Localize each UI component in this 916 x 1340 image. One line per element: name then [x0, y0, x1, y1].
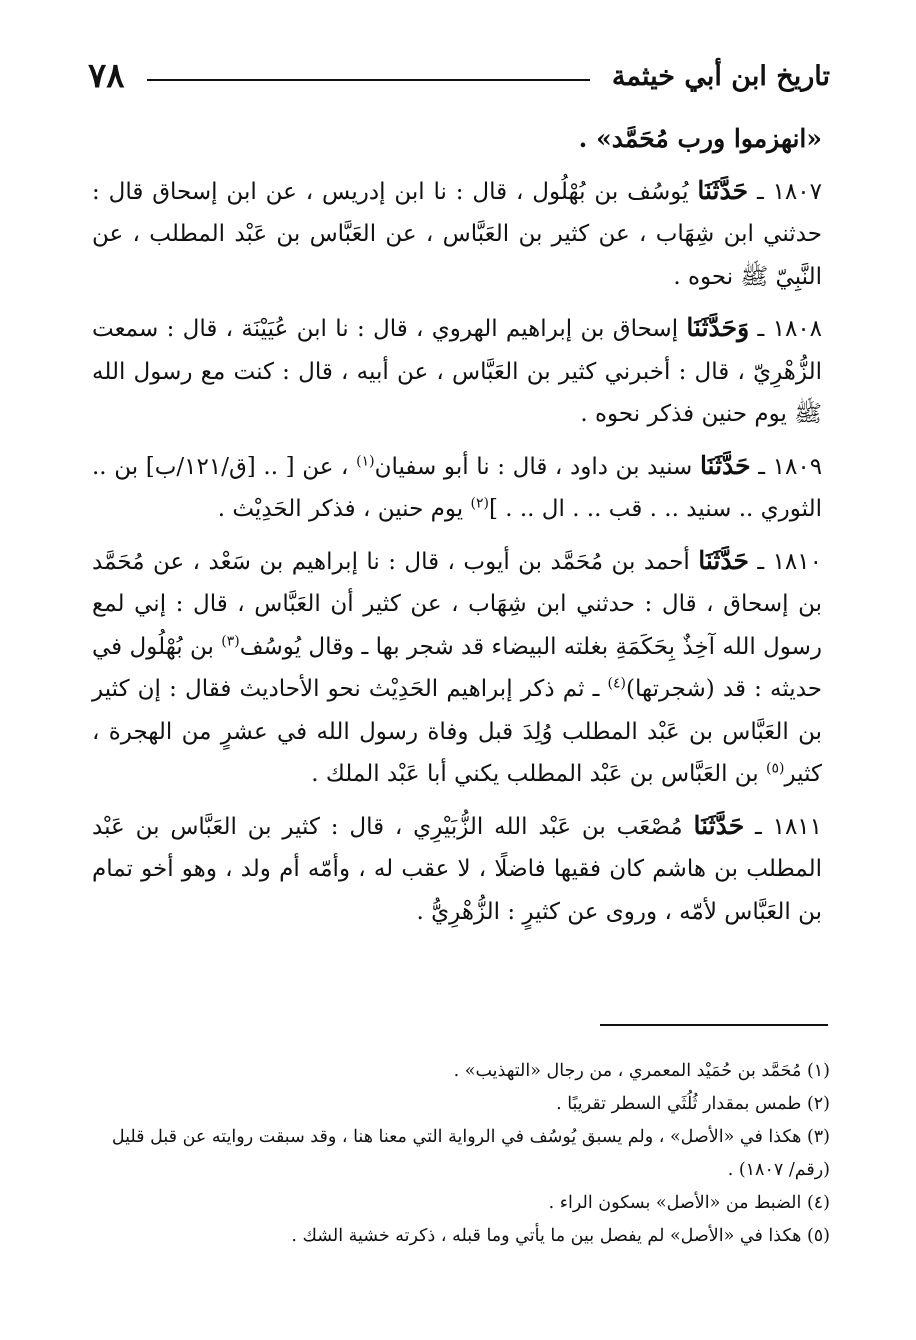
- footnote-text: هكذا في «الأصل» لم يفصل بين ما يأتي وما قبله ، ذكرته خشية الشك .: [291, 1226, 802, 1246]
- hadith-text: مُصْعَب بن عَبْد الله الزُّبَيْرِي ، قال : كثير بن العَبَّاس بن عَبْد المطلب بن هاشم كان فقيها فاضلًا ، لا عقب له ، وأمّه أم ولد ، وهو أخو تمام بن العَبَّاس لأمّه ، وروى عن كثيرٍ : الزُّهْرِيُّ .: [92, 813, 822, 925]
- hadith-text: يوم حنين ، فذكر الحَدِيْث .: [217, 496, 464, 522]
- hadith-1811: ١٨١١ ـ حَدَّثَنَا مُصْعَب بن عَبْد الله الزُّبَيْرِي ، قال : كثير بن العَبَّاس بن عَبْد المطلب بن هاشم كان فقيها فاضلًا ، لا عقب له ، وأمّه أم ولد ، وهو أخو تمام بن العَبَّاس لأمّه ، وروى عن كثيرٍ : الزُّهْرِيُّ .: [92, 810, 823, 925]
- footnote-text: هكذا في «الأصل» ، ولم يسبق يُوسُف في الرواية التي معنا هنا ، وقد سبقت روايته عن قبل قليل (رقم/ ١٨٠٧) .: [111, 1127, 830, 1180]
- footnote-3: [88, 1121, 830, 1187]
- hadith-text: إسحاق بن إبراهيم الهروي ، قال : نا ابن عُيَيْنَة ، قال : سمعت الزُّهْرِيّ ، قال : أخبرني كثير بن العَبَّاس ، عن أبيه ، قال : كنت مع رسول الله ﷺ يوم حنين فذكر نحوه .: [92, 316, 822, 427]
- main-text: [92, 118, 822, 942]
- hadith-text: بن بُهْلُول في حديثه : قد (شجرتها): [92, 633, 822, 702]
- hadith-text: يُوسُف بن بُهْلُول ، قال : نا ابن إدريس ، عن ابن إسحاق قال : حدثني ابن شِهَاب ، عن كثير بن العَبَّاس ، عن العَبَّاس بن عَبْد المطلب ، عن النَّبِيّ ﷺ نحوه .: [92, 178, 822, 290]
- hadith-number: ١٨٠٨: [772, 316, 823, 342]
- hadith-1809: ١٨٠٩ ـ حَدَّثَنَا سنيد بن داود ، قال : نا أبو سفيان$^{(١)}$ ، عن [ .. [ق/١٢١/ب] بن .. الثوري .. سنيد .. . قب .. . ال .. . ]$^{(٢)}$ يوم حنين ، فذكر الحَدِيْث .: [92, 450, 823, 522]
- footnote-marker: (٤): [607, 675, 626, 692]
- hadith-verb: حَدَّثَنَا: [699, 450, 751, 480]
- footnote-marker: (٢): [470, 495, 489, 512]
- page-header: [88, 55, 830, 97]
- footnote-4: [88, 1187, 830, 1220]
- hadith-text: ، عن [ .. [ق/١٢١/ب] بن .. الثوري .. سنيد .. . قب .. . ال .. . ]: [92, 453, 822, 522]
- footnote-text: الضبط من «الأصل» بسكون الراء .: [548, 1193, 802, 1213]
- running-title: تاريخ ابن أبي خيثمة: [611, 60, 830, 92]
- hadith-1807: ١٨٠٧ ـ حَدَّثَنَا يُوسُف بن بُهْلُول ، قال : نا ابن إدريس ، عن ابن إسحاق قال : حدثني ابن شِهَاب ، عن كثير بن العَبَّاس ، عن العَبَّاس بن عَبْد المطلب ، عن النَّبِيّ ﷺ نحوه .: [92, 175, 822, 290]
- footnote-2: [88, 1088, 830, 1121]
- hadith-number: ١٨١٠: [772, 548, 822, 575]
- hadith-verb: حَدَّثَنَا: [693, 810, 745, 840]
- footnote-number: (٥): [806, 1226, 830, 1246]
- hadith-number: ١٨٠٧: [772, 178, 822, 205]
- hadith-text: ـ ثم ذكر إبراهيم الحَدِيْث نحو الأحاديث فقال : إن كثير بن العَبَّاس بن عَبْد المطلب وُلِدَ قبل وفاة رسول الله في عشرٍ من الهجرة ، كثير: [92, 676, 822, 787]
- hadith-1810: ١٨١٠ ـ حَدَّثَنَا أحمد بن مُحَمَّد بن أيوب ، قال : نا إبراهيم بن سَعْد ، عن مُحَمَّد بن إسحاق ، قال : حدثني ابن شِهَاب ، عن كثير أن العَبَّاس ، قال : إني لمع رسول الله آخِذٌ بِحَكَمَةِ بغلته البيضاء قد شجر بها ـ وقال يُوسُف$^{(٣)}$ بن بُهْلُول في حديثه : قد (شجرتها)$^{(٤)}$ ـ ثم ذكر إبراهيم الحَدِيْث نحو الأحاديث فقال : إن كثير بن العَبَّاس بن عَبْد المطلب وُلِدَ قبل وفاة رسول الله في عشرٍ من الهجرة ، كثير$^{(٥)}$ بن العَبَّاس بن عَبْد المطلب يكني أبا عَبْد الملك .: [92, 545, 823, 787]
- footnote-number: (٢): [806, 1094, 830, 1114]
- footnote-separator: [600, 1024, 828, 1026]
- footnote-number: (٤): [806, 1193, 830, 1213]
- footnotes: [88, 1055, 830, 1253]
- footnote-number: (٣): [806, 1127, 830, 1147]
- lead-line: «انهزموا ورب مُحَمَّد» .: [578, 124, 822, 153]
- footnote-marker: (٥): [766, 760, 785, 777]
- hadith-1808: ١٨٠٨ ـ وَحَدَّثَنَا إسحاق بن إبراهيم الهروي ، قال : نا ابن عُيَيْنَة ، قال : سمعت الزُّهْرِيّ ، قال : أخبرني كثير بن العَبَّاس ، عن أبيه ، قال : كنت مع رسول الله ﷺ يوم حنين فذكر نحوه .: [92, 313, 823, 427]
- hadith-number: ١٨٠٩: [772, 453, 823, 480]
- hadith-text: سنيد بن داود ، قال : نا أبو سفيان: [374, 453, 693, 480]
- footnote-text: طمس بمقدار ثُلُثَي السطر تقريبًا .: [556, 1094, 802, 1114]
- footnote-5: [88, 1220, 830, 1253]
- footnote-marker: (١): [356, 452, 375, 469]
- footnote-text: مُحَمَّد بن حُمَيْد المعمري ، من رجال «التهذيب» .: [453, 1061, 802, 1081]
- hadith-text: بن العَبَّاس بن عَبْد المطلب يكني أبا عَبْد الملك .: [311, 761, 759, 787]
- footnote-number: (١): [806, 1061, 830, 1081]
- footnote-marker: (٣): [221, 632, 240, 649]
- footnote-1: [88, 1055, 830, 1088]
- page-number: ٧٨: [88, 56, 125, 96]
- hadith-number: ١٨١١: [772, 813, 823, 840]
- hadith-text: أحمد بن مُحَمَّد بن أيوب ، قال : نا إبراهيم بن سَعْد ، عن مُحَمَّد بن إسحاق ، قال : حدثني ابن شِهَاب ، عن كثير أن العَبَّاس ، قال : إني لمع رسول الله آخِذٌ بِحَكَمَةِ بغلته البيضاء قد شجر بها ـ وقال يُوسُف: [92, 548, 823, 660]
- header-rule: [147, 79, 590, 81]
- hadith-verb: حَدَّثَنَا: [698, 545, 749, 575]
- hadith-verb: حَدَّثَنَا: [697, 175, 749, 205]
- hadith-verb: وَحَدَّثَنَا: [686, 313, 750, 342]
